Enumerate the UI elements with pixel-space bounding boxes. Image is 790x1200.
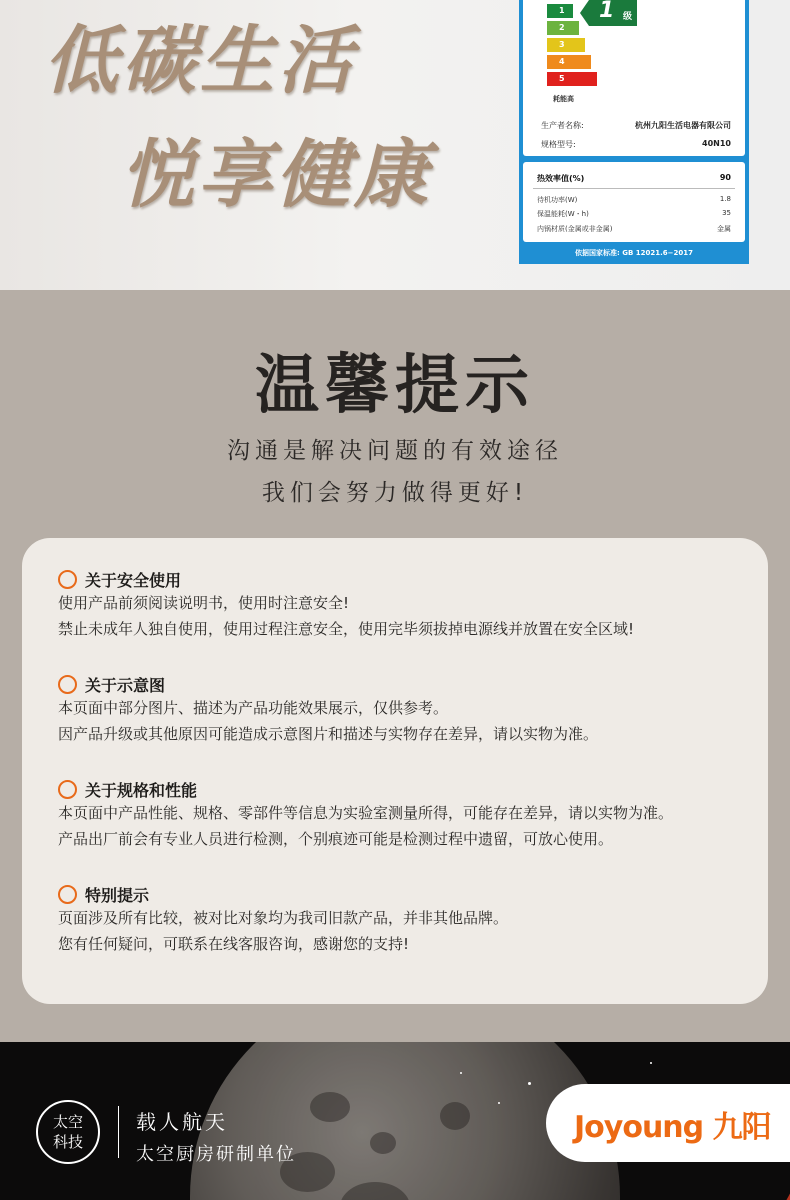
tip-line: 本页面中产品性能、规格、零部件等信息为实验室测量所得，可能存在差异，请以实物为准。	[58, 804, 674, 822]
brand-latin: Joyoung	[574, 1110, 704, 1145]
tip-title: 关于安全使用	[85, 570, 182, 590]
standby-label: 待机功率(W)	[537, 196, 578, 204]
circle-icon	[58, 675, 77, 694]
efficiency-value: 90	[719, 173, 731, 182]
tips-subtitle-1: 沟通是解决问题的有效途径	[227, 438, 563, 464]
grade-bar-4: 4	[547, 55, 591, 69]
joyoung-logo	[574, 1102, 771, 1146]
tip-line: 本页面中部分图片、描述为产品功能效果展示，仅供参考。	[58, 699, 449, 717]
grade-bar-5: 5	[547, 72, 597, 86]
tips-section	[0, 290, 790, 1042]
footer-line-1: 载人航天	[136, 1110, 228, 1134]
efficiency-row	[537, 173, 731, 184]
tip-line: 禁止未成年人独自使用，使用过程注意安全，使用完毕须拔掉电源线并放置在安全区域!	[58, 620, 635, 638]
model-row	[541, 139, 731, 150]
slogan-line-1: 低碳生活	[44, 18, 356, 104]
rating-badge	[589, 0, 637, 26]
brand-pill	[546, 1084, 790, 1162]
tip-line: 使用产品前须阅读说明书，使用时注意安全!	[58, 594, 350, 612]
material-value: 金属	[717, 225, 731, 233]
energy-label-upper	[523, 0, 745, 156]
tip-title: 关于示意图	[85, 675, 166, 695]
brand-cn: 九阳	[712, 1110, 771, 1145]
model-label: 规格型号:	[541, 140, 576, 149]
tip-line: 因产品升级或其他原因可能造成示意图片和描述与实物存在差异，请以实物为准。	[58, 725, 599, 743]
footer-banner	[0, 1042, 790, 1200]
high-consumption-label: 耗能高	[553, 95, 574, 103]
seal-text-2: 科技	[52, 1133, 83, 1151]
material-row	[537, 224, 731, 234]
space-tech-seal	[36, 1100, 100, 1164]
grade-bar-2: 2	[547, 21, 579, 35]
standby-value: 1.8	[719, 195, 731, 203]
manufacturer-row	[541, 120, 731, 131]
material-label: 内锅材质(金属或非金属)	[537, 225, 613, 233]
tip-title: 特别提示	[85, 885, 150, 905]
top-banner	[0, 0, 790, 290]
tips-subtitle-2: 我们会努力做得更好!	[261, 480, 529, 506]
grade-bar-1: 1	[547, 4, 573, 18]
standard-text: 依据国家标准: GB 12021.6−2017	[575, 249, 693, 257]
keepwarm-row	[537, 209, 731, 219]
tips-title: 温馨提示	[255, 349, 535, 423]
footer-line-2: 太空厨房研制单位	[136, 1144, 296, 1165]
circle-icon	[58, 885, 77, 904]
tip-line: 产品出厂前会有专业人员进行检测，个别痕迹可能是检测过程中遗留，可放心使用。	[58, 830, 614, 848]
tip-title: 关于规格和性能	[85, 780, 198, 800]
tip-item-special	[58, 883, 748, 957]
efficiency-label: 热效率值(%)	[537, 174, 585, 183]
manufacturer-label: 生产者名称:	[541, 121, 584, 130]
tip-line: 您有任何疑问，可联系在线客服咨询，感谢您的支持!	[58, 935, 410, 953]
tips-card	[22, 538, 768, 1004]
energy-label-lower	[523, 162, 745, 242]
circle-icon	[58, 780, 77, 799]
standby-row	[537, 195, 731, 205]
energy-label	[519, 0, 749, 264]
tip-item-specs	[58, 778, 748, 852]
manufacturer-value: 杭州九阳生活电器有限公司	[635, 121, 731, 130]
slogan-line-2: 悦享健康	[120, 132, 432, 218]
keepwarm-value: 35	[722, 209, 731, 217]
tip-item-illustration	[58, 673, 748, 747]
footer-divider	[118, 1106, 119, 1158]
circle-icon	[58, 570, 77, 589]
grade-bar-3: 3	[547, 38, 585, 52]
rating-unit: 级	[623, 12, 633, 22]
rating-number: 1	[599, 0, 615, 23]
tip-line: 页面涉及所有比较，被对比对象均为我司旧款产品，并非其他品牌。	[58, 909, 509, 927]
tip-item-safety	[58, 568, 748, 642]
seal-text-1: 太空	[52, 1113, 83, 1131]
model-value: 40N10	[702, 139, 731, 148]
keepwarm-label: 保温能耗(W・h)	[537, 210, 589, 218]
label-divider	[533, 188, 735, 189]
